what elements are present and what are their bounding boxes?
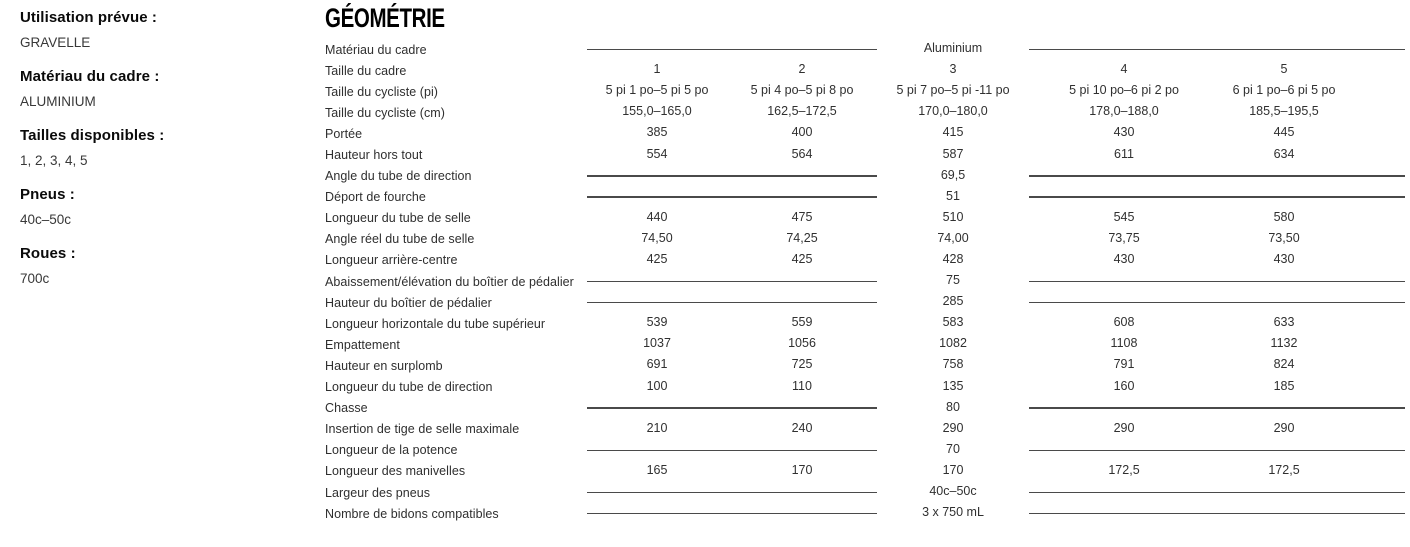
table-row [325, 187, 1405, 208]
row-value: 74,50 [641, 230, 673, 245]
spec-value: GRAVELLE [20, 35, 91, 50]
row-value: 475 [791, 209, 813, 224]
page-title: GÉOMÉTRIE [325, 3, 445, 33]
table-row [325, 102, 1405, 123]
table-row [325, 144, 1405, 165]
row-divider-line [587, 407, 877, 409]
row-value: 1108 [1110, 336, 1138, 351]
row-value: 5 pi 7 po–5 pi -11 po [896, 83, 1010, 98]
sidebar-spec-item [20, 8, 300, 51]
table-row [325, 60, 1405, 81]
row-label: Matériau du cadre [325, 42, 427, 57]
row-divider-line [587, 302, 877, 304]
row-label: Taille du cycliste (cm) [325, 105, 445, 120]
row-value: 170,0–180,0 [918, 104, 988, 119]
table-row [325, 461, 1405, 482]
row-divider-line [1029, 175, 1405, 177]
row-value: 185 [1273, 378, 1295, 393]
row-value: 172,5 [1108, 462, 1140, 477]
spec-label: Matériau du cadre : [20, 68, 160, 85]
geometry-table [325, 39, 1405, 524]
table-row [325, 166, 1405, 187]
row-value: 185,5–195,5 [1249, 104, 1319, 119]
row-value: 74,25 [786, 230, 818, 245]
row-label: Hauteur hors tout [325, 148, 423, 163]
row-divider-line [587, 49, 877, 51]
table-row [325, 482, 1405, 503]
row-label: Taille du cadre [325, 63, 407, 78]
row-value: 445 [1273, 125, 1295, 140]
row-label: Nombre de bidons compatibles [325, 506, 499, 521]
row-label: Longueur du tube de selle [325, 211, 471, 226]
row-value: 580 [1273, 209, 1295, 224]
row-value: 725 [791, 357, 813, 372]
row-value-merged: 80 [946, 399, 960, 414]
row-value: 758 [942, 357, 964, 372]
row-value: 440 [646, 209, 668, 224]
table-row [325, 398, 1405, 419]
row-value: 824 [1273, 357, 1295, 372]
row-value: 170 [791, 462, 813, 477]
row-value: 5 pi 10 po–6 pi 2 po [1069, 83, 1179, 98]
row-value: 162,5–172,5 [767, 104, 837, 119]
row-value: 135 [942, 378, 964, 393]
row-value: 430 [1273, 251, 1295, 266]
spec-label: Pneus : [20, 186, 75, 203]
row-value: 170 [942, 462, 964, 477]
spec-value: 1, 2, 3, 4, 5 [20, 153, 88, 168]
row-value: 633 [1273, 315, 1295, 330]
row-value: 1056 [788, 336, 816, 351]
row-value: 545 [1113, 209, 1135, 224]
row-divider-line [1029, 450, 1405, 452]
row-value: 415 [942, 125, 964, 140]
row-value: 608 [1113, 315, 1135, 330]
sidebar-spec-item [20, 126, 300, 169]
row-value: 1132 [1270, 336, 1298, 351]
row-divider-line [1029, 492, 1405, 494]
row-value: 2 [798, 62, 806, 77]
table-row [325, 123, 1405, 144]
row-value: 290 [1113, 420, 1135, 435]
row-divider-line [1029, 302, 1405, 304]
row-value: 73,75 [1108, 230, 1140, 245]
row-value-merged: 70 [946, 441, 960, 456]
row-value-merged: 51 [946, 188, 960, 203]
row-value: 1 [653, 62, 661, 77]
row-value-merged: 40c–50c [929, 484, 977, 499]
row-value: 539 [646, 315, 668, 330]
row-value: 210 [646, 420, 668, 435]
row-value: 290 [1273, 420, 1295, 435]
table-row [325, 39, 1405, 60]
row-value-merged: 285 [942, 294, 964, 309]
row-label: Longueur horizontale du tube supérieur [325, 316, 546, 331]
row-value: 510 [942, 209, 964, 224]
row-divider-line [1029, 513, 1405, 515]
row-divider-line [1029, 407, 1405, 409]
table-row [325, 419, 1405, 440]
row-label: Longueur des manivelles [325, 464, 466, 479]
row-value: 791 [1113, 357, 1135, 372]
row-divider-line [587, 175, 877, 177]
row-value: 430 [1113, 251, 1135, 266]
row-label: Déport de fourche [325, 190, 426, 205]
row-value: 583 [942, 315, 964, 330]
table-row [325, 271, 1405, 292]
table-row [325, 81, 1405, 102]
spec-label: Utilisation prévue : [20, 9, 158, 26]
spec-label: Tailles disponibles : [20, 127, 165, 144]
row-value: 110 [792, 378, 812, 393]
row-value: 400 [791, 125, 813, 140]
row-divider-line [587, 281, 877, 283]
row-value: 5 pi 1 po–5 pi 5 po [605, 83, 709, 98]
table-row [325, 334, 1405, 355]
row-label: Longueur de la potence [325, 443, 458, 458]
row-label: Longueur arrière-centre [325, 253, 458, 268]
row-label: Longueur du tube de direction [325, 380, 493, 395]
table-row [325, 292, 1405, 313]
row-divider-line [1029, 49, 1405, 51]
row-label: Empattement [325, 337, 400, 352]
table-row [325, 440, 1405, 461]
row-label: Angle réel du tube de selle [325, 232, 475, 247]
spec-value: 700c [20, 271, 50, 286]
row-value-merged: 75 [946, 273, 960, 288]
row-label: Hauteur en surplomb [325, 358, 443, 373]
row-label: Hauteur du boîtier de pédalier [325, 295, 492, 310]
row-divider-line [587, 513, 877, 515]
row-value: 178,0–188,0 [1089, 104, 1159, 119]
row-divider-line [587, 450, 877, 452]
table-row [325, 250, 1405, 271]
row-label: Largeur des pneus [325, 485, 431, 500]
spec-value: ALUMINIUM [20, 94, 96, 109]
spec-label: Roues : [20, 245, 76, 262]
row-divider-line [1029, 281, 1405, 283]
row-value: 587 [942, 146, 964, 161]
row-value: 240 [791, 420, 813, 435]
table-row [325, 208, 1405, 229]
row-value: 5 [1280, 62, 1288, 77]
row-value: 611 [1114, 146, 1134, 161]
row-value: 634 [1273, 146, 1295, 161]
row-value: 430 [1113, 125, 1135, 140]
row-value: 425 [791, 251, 813, 266]
row-label: Abaissement/élévation du boîtier de pédalier [325, 274, 574, 289]
spec-value: 40c–50c [20, 212, 72, 227]
table-row [325, 377, 1405, 398]
row-value: 4 [1120, 62, 1128, 77]
row-value: 155,0–165,0 [622, 104, 692, 119]
row-value: 425 [646, 251, 668, 266]
row-value: 165 [646, 462, 668, 477]
row-value: 74,00 [937, 230, 969, 245]
sidebar-spec-item [20, 244, 300, 287]
row-label: Taille du cycliste (pi) [325, 84, 438, 99]
row-value: 290 [942, 420, 964, 435]
table-row [325, 503, 1405, 524]
table-row [325, 355, 1405, 376]
row-value: 172,5 [1268, 462, 1300, 477]
row-value: 3 [949, 62, 957, 77]
row-value-merged: 69,5 [940, 167, 966, 182]
row-value: 1082 [939, 336, 967, 351]
specs-sidebar [20, 8, 300, 303]
row-value: 385 [646, 125, 668, 140]
row-value: 564 [791, 146, 813, 161]
table-row [325, 313, 1405, 334]
row-value: 559 [791, 315, 813, 330]
row-divider-line [1029, 196, 1405, 198]
row-value: 1037 [643, 336, 671, 351]
row-value: 6 pi 1 po–6 pi 5 po [1232, 83, 1336, 98]
row-value: 691 [646, 357, 668, 372]
row-value: 73,50 [1268, 230, 1300, 245]
row-value-merged: 3 x 750 mL [922, 505, 984, 520]
row-value: 5 pi 4 po–5 pi 8 po [750, 83, 854, 98]
row-value: 554 [646, 146, 668, 161]
row-label: Portée [325, 126, 363, 141]
row-label: Chasse [325, 401, 368, 416]
table-row [325, 229, 1405, 250]
row-divider-line [587, 196, 877, 198]
row-label: Angle du tube de direction [325, 169, 472, 184]
row-value: 428 [942, 251, 964, 266]
row-value: 100 [646, 378, 668, 393]
sidebar-spec-item [20, 185, 300, 228]
row-value-merged: Aluminium [923, 41, 983, 56]
sidebar-spec-item [20, 67, 300, 110]
row-divider-line [587, 492, 877, 494]
row-label: Insertion de tige de selle maximale [325, 422, 520, 437]
row-value: 160 [1113, 378, 1135, 393]
